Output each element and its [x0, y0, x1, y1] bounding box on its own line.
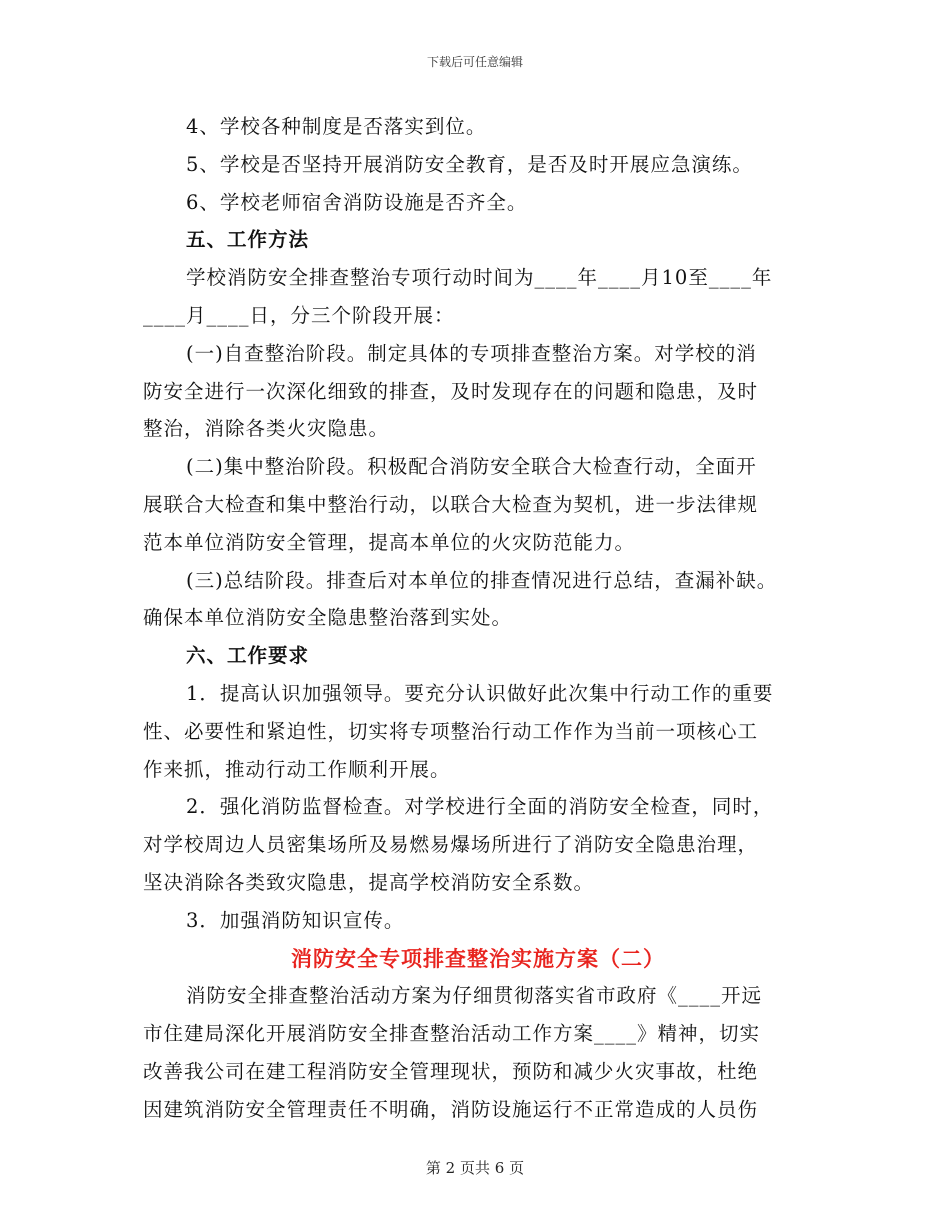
body-text-line: 展联合大检查和集中整治行动，以联合大检查为契机，进一步法律规 [143, 492, 759, 516]
page-header-note: 下载后可任意编辑 [426, 55, 523, 69]
document-body [143, 108, 813, 1129]
body-text-line: ____月____日，分三个阶段开展： [143, 303, 455, 327]
body-text-line: 消防安全排查整治活动方案为仔细贯彻落实省市政府《____开远 [186, 984, 763, 1008]
section-title: 消防安全专项排查整治实施方案（二） [291, 945, 665, 971]
section-heading: 六、工作要求 [186, 644, 310, 668]
body-text-line: (三)总结阶段。排查后对本单位的排查情况进行总结，查漏补缺。 [186, 568, 778, 592]
body-text-line: 作来抓，推动行动工作顺利开展。 [143, 757, 451, 781]
page-footer: 第 2 页共 6 页 [425, 1159, 525, 1177]
body-text-line: 整治，消除各类火灾隐患。 [143, 417, 390, 441]
body-text-line: 3．加强消防知识宣传。 [186, 908, 405, 932]
body-text-line: 4、学校各种制度是否落实到位。 [186, 115, 487, 138]
body-text-line: 5、学校是否坚持开展消防安全教育，是否及时开展应急演练。 [186, 152, 753, 176]
body-text-line: 学校消防安全排查整治专项行动时间为____年____月10至____年 [186, 266, 773, 290]
body-text-line: 2．强化消防监督检查。对学校进行全面的消防安全检查，同时， [186, 795, 774, 819]
body-text-line: 6、学校老师宿舍消防设施是否齐全。 [186, 190, 528, 214]
body-text-line: 确保本单位消防安全隐患整治落到实处。 [143, 606, 513, 630]
body-text-line: (二)集中整治阶段。积极配合消防安全联合大检查行动，全面开 [186, 455, 757, 479]
body-text-line: 因建筑消防安全管理责任不明确，消防设施运行不正常造成的人员伤 [143, 1097, 759, 1121]
section-heading: 五、工作方法 [186, 228, 310, 252]
body-text-line: 1．提高认识加强领导。要充分认识做好此次集中行动工作的重要 [186, 681, 774, 705]
body-text-line: 坚决消除各类致灾隐患，提高学校消防安全系数。 [143, 870, 595, 894]
body-text-line: (一)自查整治阶段。制定具体的专项排查整治方案。对学校的消 [186, 341, 757, 365]
body-text-line: 防安全进行一次深化细致的排查，及时发现存在的问题和隐患，及时 [143, 379, 759, 403]
body-text-line: 市住建局深化开展消防安全排查整治活动工作方案____》精神，切实 [143, 1022, 761, 1046]
body-text-line: 对学校周边人员密集场所及易燃易爆场所进行了消防安全隐患治理， [143, 833, 759, 857]
body-text-line: 性、必要性和紧迫性，切实将专项整治行动工作作为当前一项核心工 [143, 719, 759, 743]
body-text-line: 范本单位消防安全管理，提高本单位的火灾防范能力。 [143, 530, 636, 554]
body-text-line: 改善我公司在建工程消防安全管理现状，预防和减少火灾事故，杜绝 [143, 1059, 759, 1083]
